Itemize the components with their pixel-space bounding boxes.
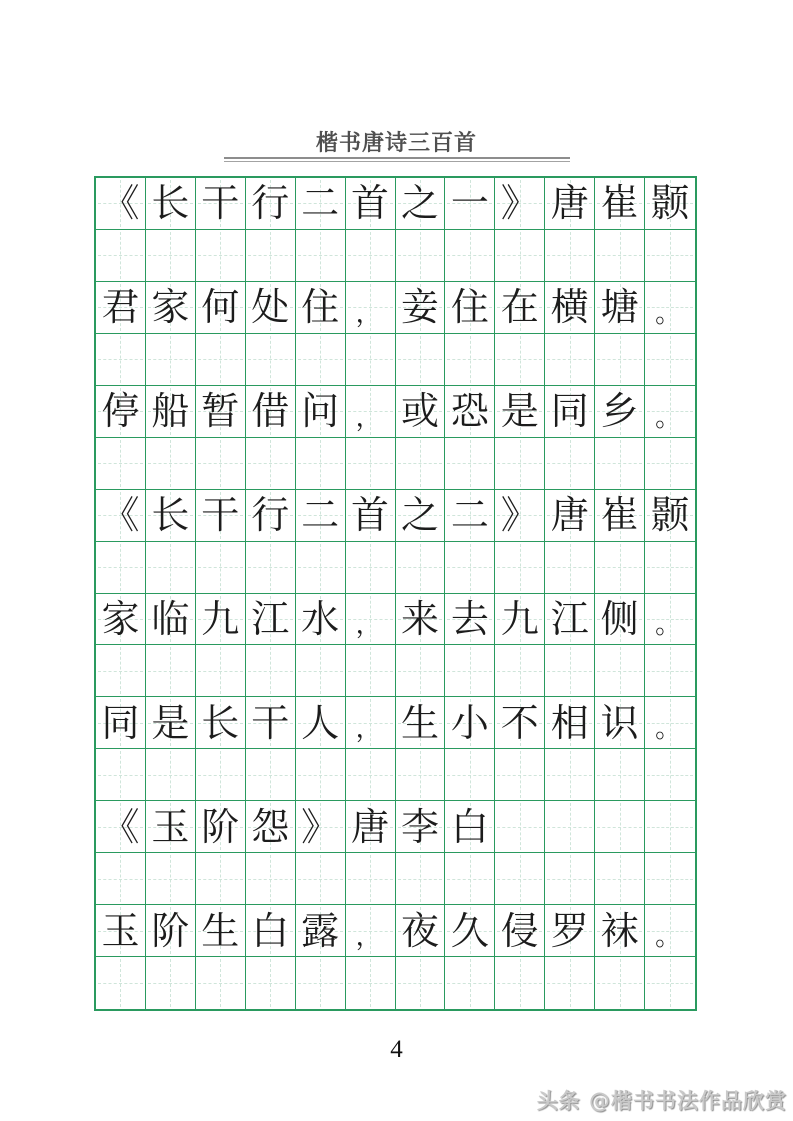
grid-cell: [645, 282, 695, 334]
grid-cell: [146, 594, 196, 646]
grid-cell: [495, 438, 545, 490]
grid-char: 》: [301, 804, 340, 849]
grid-char: 唐: [550, 181, 589, 226]
grid-cell: [96, 282, 146, 334]
grid-cell: [396, 853, 446, 905]
grid-cell: [396, 801, 446, 853]
grid-char: ，: [355, 922, 382, 953]
grid-char: 》: [500, 181, 539, 226]
grid-cell: [645, 386, 695, 438]
grid-cell: [146, 749, 196, 801]
grid-cell: [445, 490, 495, 542]
grid-cell: [595, 801, 645, 853]
grid-char: 横: [550, 285, 589, 330]
grid-cell: [595, 905, 645, 957]
grid-cell: [645, 749, 695, 801]
grid-char: 》: [500, 493, 539, 538]
grid-cell: [146, 853, 196, 905]
grid-char: 二: [450, 493, 489, 538]
grid-char: 行: [251, 181, 290, 226]
grid-cell: [96, 490, 146, 542]
grid-cell: [495, 230, 545, 282]
grid-cell: [296, 282, 346, 334]
grid-cell: [296, 542, 346, 594]
grid-cell: [96, 801, 146, 853]
grid-char: 家: [151, 285, 190, 330]
grid-cell: [495, 697, 545, 749]
grid-char: 同: [550, 389, 589, 434]
grid-cell: [246, 645, 296, 697]
grid-cell: [196, 542, 246, 594]
grid-cell: [296, 438, 346, 490]
grid-cell: [396, 957, 446, 1009]
grid-char: 干: [251, 700, 290, 745]
grid-char: 江: [550, 596, 589, 641]
grid-cell: [196, 334, 246, 386]
watermark: 头条 @楷书书法作品欣赏: [536, 1089, 787, 1113]
grid-cell: [495, 957, 545, 1009]
grid-cell: [96, 542, 146, 594]
grid-cell: [595, 749, 645, 801]
grid-cell: [296, 697, 346, 749]
grid-char: ，: [355, 402, 382, 433]
grid-char: 停: [101, 389, 140, 434]
grid-cell: [246, 490, 296, 542]
grid-char: 玉: [151, 804, 190, 849]
grid-cell: [545, 178, 595, 230]
grid-cell: [495, 282, 545, 334]
grid-cell: [246, 178, 296, 230]
grid-cell: [495, 178, 545, 230]
grid-cell: [196, 905, 246, 957]
grid-cell: [196, 282, 246, 334]
grid-cell: [196, 178, 246, 230]
grid-cell: [96, 853, 146, 905]
page-number: 4: [390, 1036, 403, 1063]
grid-char: 长: [151, 493, 190, 538]
grid-char: 颢: [651, 181, 690, 226]
grid-cell: [96, 334, 146, 386]
grid-cell: [545, 230, 595, 282]
grid-cell: [445, 542, 495, 594]
grid-cell: [495, 905, 545, 957]
grid-char: 人: [301, 700, 340, 745]
grid-cell: [146, 490, 196, 542]
grid-char: 妾: [400, 285, 439, 330]
grid-cell: [495, 334, 545, 386]
grid-cell: [246, 853, 296, 905]
grid-cell: [196, 801, 246, 853]
grid-cell: [445, 594, 495, 646]
grid-cell: [396, 334, 446, 386]
grid-cell: [296, 230, 346, 282]
grid-cell: [445, 282, 495, 334]
grid-char: 是: [500, 389, 539, 434]
grid-cell: [445, 905, 495, 957]
grid-char: 九: [201, 596, 240, 641]
grid-cell: [246, 282, 296, 334]
grid-cell: [346, 542, 396, 594]
grid-char: 恐: [450, 389, 489, 434]
grid-char: 何: [201, 285, 240, 330]
grid-char: ，: [355, 714, 382, 745]
grid-cell: [96, 957, 146, 1009]
grid-cell: [96, 386, 146, 438]
grid-cell: [495, 749, 545, 801]
grid-cell: [296, 490, 346, 542]
grid-char: 《: [101, 181, 140, 226]
grid-cell: [246, 438, 296, 490]
grid-cell: [346, 490, 396, 542]
grid-cell: [146, 645, 196, 697]
grid-cell: [595, 645, 645, 697]
grid-cell: [545, 853, 595, 905]
grid-char: 罗: [550, 908, 589, 953]
grid-cell: [445, 645, 495, 697]
grid-char: 住: [450, 285, 489, 330]
grid-char: 。: [655, 610, 682, 641]
title-underline: [224, 157, 570, 162]
grid-cell: [545, 386, 595, 438]
grid-cell: [545, 490, 595, 542]
grid-cell: [445, 957, 495, 1009]
grid-cell: [296, 594, 346, 646]
grid-cell: [595, 490, 645, 542]
grid-cell: [146, 386, 196, 438]
grid-cell: [96, 645, 146, 697]
grid-cell: [445, 334, 495, 386]
grid-cell: [146, 334, 196, 386]
grid-cell: [296, 178, 346, 230]
grid-cell: [146, 178, 196, 230]
grid-cell: [346, 594, 396, 646]
grid-cell: [445, 438, 495, 490]
grid-cell: [645, 178, 695, 230]
grid-cell: [545, 749, 595, 801]
grid-cell: [346, 853, 396, 905]
grid-cell: [246, 801, 296, 853]
grid-char: 水: [301, 596, 340, 641]
grid-cell: [495, 490, 545, 542]
grid-char: 白: [450, 804, 489, 849]
grid-cell: [645, 438, 695, 490]
grid-char: 二: [301, 181, 340, 226]
grid-cell: [96, 749, 146, 801]
grid-cell: [146, 542, 196, 594]
grid-char: 生: [201, 908, 240, 953]
grid-cell: [495, 645, 545, 697]
grid-char: 《: [101, 493, 140, 538]
grid-cell: [146, 697, 196, 749]
grid-cell: [96, 230, 146, 282]
grid-cell: [445, 853, 495, 905]
grid-char: 侵: [500, 908, 539, 953]
grid-char: 唐: [550, 493, 589, 538]
grid-cell: [495, 386, 545, 438]
grid-cell: [595, 438, 645, 490]
grid-cell: [96, 594, 146, 646]
grid-cell: [545, 438, 595, 490]
grid-cell: [346, 178, 396, 230]
grid-cell: [296, 853, 346, 905]
grid-cell: [196, 438, 246, 490]
grid-char: 船: [151, 389, 190, 434]
grid-char: 江: [251, 596, 290, 641]
grid-cell: [445, 801, 495, 853]
grid-cell: [445, 178, 495, 230]
grid-cell: [246, 749, 296, 801]
grid-cell: [595, 594, 645, 646]
grid-cell: [396, 697, 446, 749]
grid-char: 怨: [251, 804, 290, 849]
grid-cell: [246, 697, 296, 749]
grid-char: 问: [301, 389, 340, 434]
grid-cell: [96, 178, 146, 230]
grid-cell: [545, 594, 595, 646]
grid-cell: [346, 386, 396, 438]
grid-cell: [545, 957, 595, 1009]
grid-cell: [246, 542, 296, 594]
grid-cell: [346, 334, 396, 386]
grid-cell: [346, 801, 396, 853]
grid-cell: [196, 490, 246, 542]
grid-cell: [645, 853, 695, 905]
grid-char: ，: [355, 298, 382, 329]
grid-cell: [545, 801, 595, 853]
grid-cell: [545, 282, 595, 334]
grid-char: 乡: [600, 389, 639, 434]
grid-cell: [595, 542, 645, 594]
grid-cell: [545, 905, 595, 957]
grid-cell: [645, 801, 695, 853]
grid-char: 相: [550, 700, 589, 745]
grid-cell: [346, 749, 396, 801]
grid-char: 借: [251, 389, 290, 434]
grid-cell: [296, 386, 346, 438]
grid-cell: [346, 697, 396, 749]
grid-char: 之: [400, 493, 439, 538]
grid-char: 。: [655, 922, 682, 953]
grid-cell: [396, 386, 446, 438]
grid-char: 《: [101, 804, 140, 849]
grid-cell: [296, 334, 346, 386]
grid-cell: [545, 645, 595, 697]
grid-cell: [246, 386, 296, 438]
grid-cell: [346, 230, 396, 282]
grid-cell: [146, 282, 196, 334]
grid-char: 处: [251, 285, 290, 330]
grid-char: 首: [351, 493, 390, 538]
grid-cell: [146, 957, 196, 1009]
grid-cell: [495, 594, 545, 646]
grid-cell: [146, 230, 196, 282]
grid-char: 在: [500, 285, 539, 330]
grid-cell: [595, 697, 645, 749]
grid-cell: [396, 490, 446, 542]
grid-cell: [246, 594, 296, 646]
grid-char: 崔: [600, 493, 639, 538]
grid-char: 。: [655, 298, 682, 329]
grid-cell: [246, 230, 296, 282]
grid-cell: [445, 386, 495, 438]
grid-char: 干: [201, 493, 240, 538]
grid-cell: [445, 230, 495, 282]
grid-cell: [645, 230, 695, 282]
grid-char: 是: [151, 700, 190, 745]
grid-cell: [246, 957, 296, 1009]
grid-cell: [196, 853, 246, 905]
grid-cell: [396, 230, 446, 282]
grid-char: 行: [251, 493, 290, 538]
grid-char: 塘: [600, 285, 639, 330]
grid-cell: [196, 749, 246, 801]
grid-cell: [96, 697, 146, 749]
grid-cell: [595, 230, 645, 282]
grid-char: 去: [450, 596, 489, 641]
grid-cell: [595, 178, 645, 230]
grid-char: 首: [351, 181, 390, 226]
grid-cell: [396, 645, 446, 697]
grid-cell: [545, 697, 595, 749]
grid-char: 一: [450, 181, 489, 226]
grid-char: 住: [301, 285, 340, 330]
grid-char: 。: [655, 714, 682, 745]
grid-char: 长: [151, 181, 190, 226]
grid-cell: [595, 334, 645, 386]
grid-cell: [645, 645, 695, 697]
page-title: 楷书唐诗三百首: [315, 131, 477, 156]
grid-cell: [196, 697, 246, 749]
grid-cell: [396, 178, 446, 230]
grid-char: 阶: [151, 908, 190, 953]
grid-char: 白: [251, 908, 290, 953]
grid-char: 小: [450, 700, 489, 745]
grid-char: 暂: [201, 389, 240, 434]
grid-cell: [595, 386, 645, 438]
grid-cell: [495, 542, 545, 594]
grid-char: 或: [400, 389, 439, 434]
grid-cell: [346, 282, 396, 334]
grid-cell: [296, 645, 346, 697]
grid-cell: [495, 853, 545, 905]
grid-cell: [146, 801, 196, 853]
grid-char: 露: [301, 908, 340, 953]
grid-char: 崔: [600, 181, 639, 226]
grid-cell: [595, 957, 645, 1009]
grid-cell: [495, 801, 545, 853]
grid-cell: [645, 957, 695, 1009]
grid-char: 阶: [201, 804, 240, 849]
grid-char: 之: [400, 181, 439, 226]
grid-char: 袜: [600, 908, 639, 953]
grid-cell: [246, 905, 296, 957]
grid-char: 李: [400, 804, 439, 849]
grid-cell: [545, 334, 595, 386]
grid-char: 君: [101, 285, 140, 330]
grid-cell: [196, 594, 246, 646]
grid-char: 临: [151, 596, 190, 641]
grid-cell: [196, 386, 246, 438]
grid-cell: [346, 438, 396, 490]
grid-cell: [296, 749, 346, 801]
grid-cell: [645, 697, 695, 749]
grid-char: 九: [500, 596, 539, 641]
grid-cell: [396, 594, 446, 646]
grid-char: 同: [101, 700, 140, 745]
grid-cell: [396, 542, 446, 594]
grid-cell: [645, 542, 695, 594]
grid-cell: [445, 749, 495, 801]
grid-cell: [595, 282, 645, 334]
grid-cell: [346, 645, 396, 697]
grid-cell: [296, 801, 346, 853]
grid-char: 久: [450, 908, 489, 953]
grid-cell: [196, 645, 246, 697]
grid-char: 来: [400, 596, 439, 641]
grid-cell: [396, 905, 446, 957]
grid-char: 玉: [101, 908, 140, 953]
grid-char: 唐: [351, 804, 390, 849]
grid-char: 识: [600, 700, 639, 745]
grid-cell: [595, 853, 645, 905]
grid-cell: [96, 438, 146, 490]
grid-cell: [396, 749, 446, 801]
grid-char: 。: [655, 402, 682, 433]
grid-char: 干: [201, 181, 240, 226]
grid-cell: [645, 490, 695, 542]
grid-cell: [346, 905, 396, 957]
grid-char: 颢: [651, 493, 690, 538]
grid-char: 生: [400, 700, 439, 745]
grid-cell: [296, 957, 346, 1009]
grid-cell: [196, 230, 246, 282]
grid-cell: [645, 334, 695, 386]
grid-cell: [396, 438, 446, 490]
grid-char: 长: [201, 700, 240, 745]
grid-cell: [296, 905, 346, 957]
grid-cell: [246, 334, 296, 386]
grid-cell: [445, 697, 495, 749]
grid-cell: [96, 905, 146, 957]
grid-char: 二: [301, 493, 340, 538]
grid-char: 不: [500, 700, 539, 745]
grid-char: ，: [355, 610, 382, 641]
grid-cell: [196, 957, 246, 1009]
grid-cell: [545, 542, 595, 594]
grid-cell: [146, 905, 196, 957]
practice-grid: [94, 176, 697, 1011]
grid-char: 侧: [600, 596, 639, 641]
grid-char: 夜: [400, 908, 439, 953]
grid-cell: [346, 957, 396, 1009]
grid-cell: [645, 594, 695, 646]
grid-cell: [396, 282, 446, 334]
grid-cell: [645, 905, 695, 957]
grid-char: 家: [101, 596, 140, 641]
grid-cell: [146, 438, 196, 490]
